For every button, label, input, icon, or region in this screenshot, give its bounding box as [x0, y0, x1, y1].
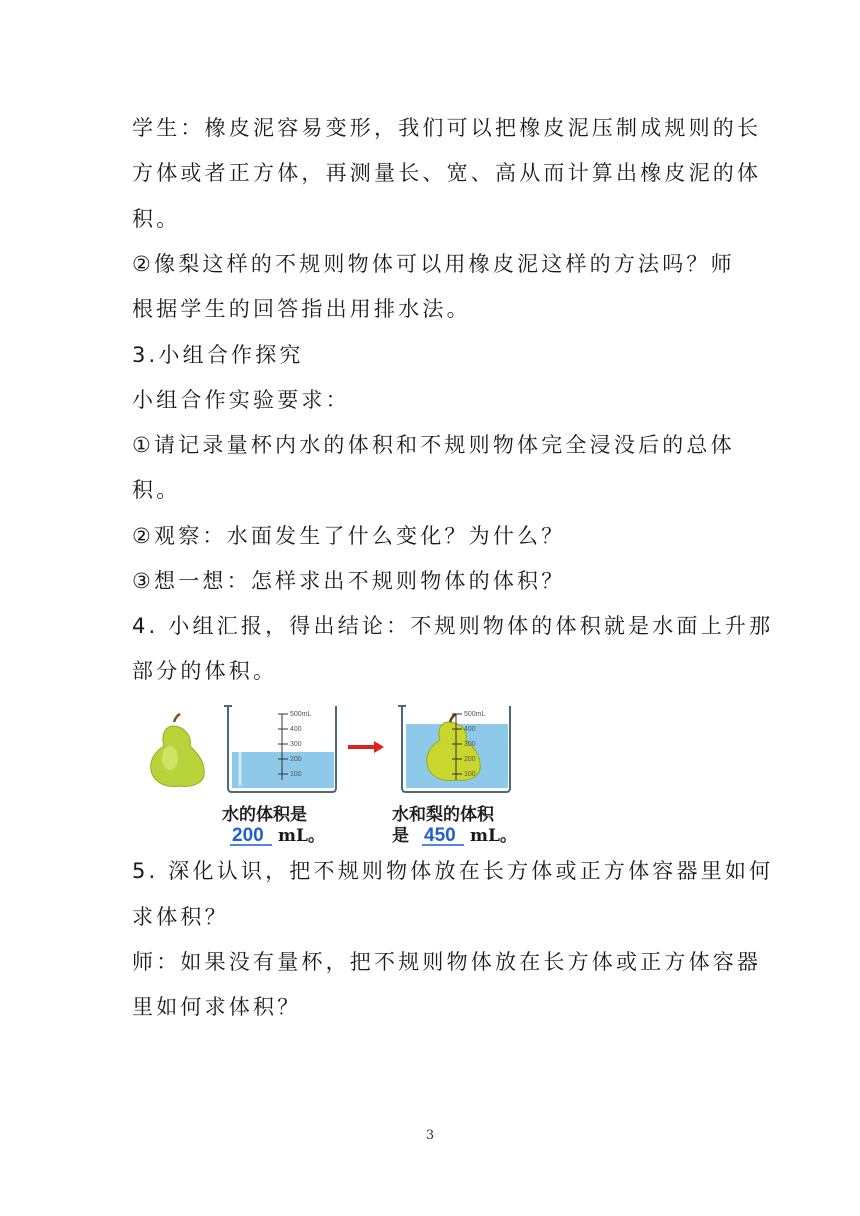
right-value: 450: [424, 825, 456, 846]
section-heading-5: 5. 深化认识，把不规则物体放在长方体或正方体容器里如何: [132, 859, 774, 883]
section-heading-3: 3.小组合作探究: [132, 343, 304, 367]
tick-label: 200: [290, 756, 302, 763]
right-caption-prefix: 是: [392, 826, 409, 846]
text-line-1: 学生：橡皮泥容易变形，我们可以把橡皮泥压制成规则的长: [132, 116, 762, 140]
text-line-8: ①请记录量杯内水的体积和不规则物体完全浸没后的总体: [132, 433, 735, 457]
right-beaker: [398, 706, 510, 792]
tick-label: 400: [464, 726, 476, 733]
text-line-7: 小组合作实验要求：: [132, 388, 350, 412]
page-number: 3: [425, 1128, 435, 1143]
text-line-3: 积。: [132, 207, 181, 231]
text-line-5: 根据学生的回答指出用排水法。: [132, 297, 471, 321]
pear-illustration: [151, 714, 204, 787]
tick-label: 300: [290, 741, 302, 748]
arrow-icon: [348, 741, 384, 753]
tick-label: 200: [464, 756, 476, 763]
section-heading-4: 4. 小组汇报，得出结论：不规则物体的体积就是水面上升那: [132, 614, 774, 638]
left-value: 200: [232, 825, 264, 846]
tick-label: 300: [464, 741, 476, 748]
beaker-figure: [132, 700, 552, 850]
right-caption: 水和梨的体积: [392, 805, 494, 825]
text-line-4: ②像梨这样的不规则物体可以用橡皮泥这样的方法吗？师: [132, 252, 735, 276]
left-unit: mL。: [278, 826, 325, 846]
text-line-2: 方体或者正方体，再测量长、宽、高从而计算出橡皮泥的体: [132, 161, 762, 185]
tick-label: 100: [464, 771, 476, 778]
text-line-11: ③想一想：怎样求出不规则物体的体积？: [132, 569, 566, 593]
tick-label: 500mL: [290, 711, 312, 718]
text-line-13: 部分的体积。: [132, 659, 278, 683]
left-caption: 水的体积是: [222, 805, 307, 825]
tick-label: 100: [290, 771, 302, 778]
text-line-15: 求体积？: [132, 905, 229, 929]
tick-label: 500mL: [464, 711, 486, 718]
text-line-17: 里如何求体积？: [132, 995, 302, 1019]
text-line-16: 师：如果没有量杯，把不规则物体放在长方体或正方体容器: [132, 950, 762, 974]
text-line-9: 积。: [132, 478, 181, 502]
left-beaker: [224, 706, 336, 792]
tick-label: 400: [290, 726, 302, 733]
text-line-10: ②观察：水面发生了什么变化？为什么？: [132, 524, 566, 548]
right-unit: mL。: [470, 826, 517, 846]
